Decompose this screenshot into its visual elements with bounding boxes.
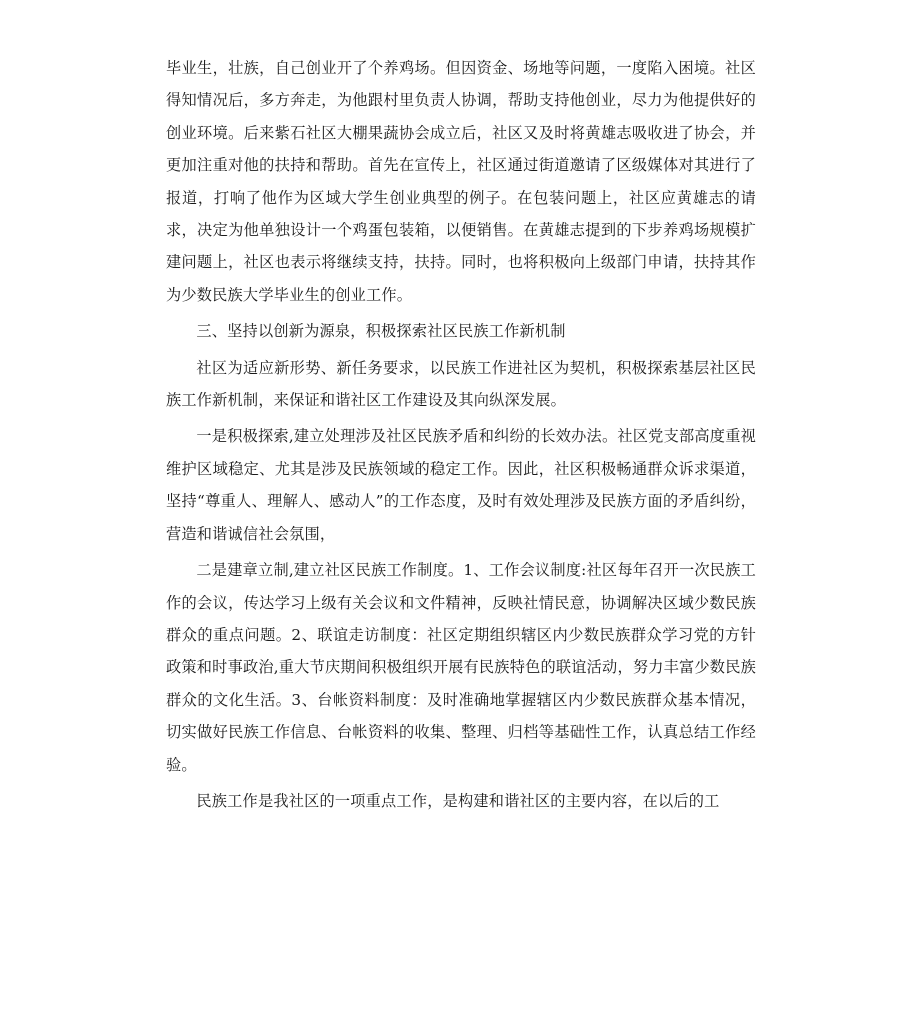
paragraph-1: 毕业生，壮族，自己创业开了个养鸡场。但因资金、场地等问题，一度陷入困境。社区得知情况后，多方奔走，为他跟村里负责人协调，帮助支持他创业，尽力为他提供好的创业环境。后来紫石社区大棚果蔬协会成立后，社区又及时将黄雄志吸收进了协会，并更加注重对他的扶持和帮助。首先在宣传上，社区通过街道邀请了区级媒体对其进行了报道，打响了他作为区域大学生创业典型的例子。在包装问题上，社区应黄雄志的请求，决定为他单独设计一个鸡蛋包装箱，以便销售。在黄雄志提到的下步养鸡场规模扩建问题上，社区也表示将继续支持，扶持。同时，也将积极向上级部门申请，扶持其作为少数民族大学毕业生的创业工作。 xyxy=(166,59,756,304)
paragraph-2: 社区为适应新形势、新任务要求，以民族工作进社区为契机，积极探索基层社区民族工作新机制，来保证和谐社区工作建设及其向纵深发展。 xyxy=(166,358,756,410)
paragraph-4: 二是建章立制,建立社区民族工作制度。1、工作会议制度:社区每年召开一次民族工作的会议，传达学习上级有关会议和文件精神，反映社情民意，协调解决区域少数民族群众的重点问题。2、联谊走访制度：社区定期组织辖区内少数民族群众学习党的方针政策和时事政治,重大节庆期间积极组织开展有民族特色的联谊活动，努力丰富少数民族群众的文化生活。3、台帐资料制度：及时准确地掌握辖区内少数民族群众基本情况，切实做好民族工作信息、台帐资料的收集、整理、归档等基础性工作，认真总结工作经验。 xyxy=(166,561,756,774)
paragraph-3: 一是积极探索,建立处理涉及社区民族矛盾和纠纷的长效办法。社区党支部高度重视维护区域稳定、尤其是涉及民族领域的稳定工作。因此，社区积极畅通群众诉求渠道，坚持“尊重人、理解人、感动人”的工作态度，及时有效处理涉及民族方面的矛盾纠纷，营造和谐诚信社会氛围， xyxy=(166,427,756,543)
document-page xyxy=(166,52,756,821)
paragraph-5: 民族工作是我社区的一项重点工作，是构建和谐社区的主要内容，在以后的工 xyxy=(196,791,720,810)
section-heading-3: 三、坚持以创新为源泉，积极探索社区民族工作新机制 xyxy=(196,322,566,341)
